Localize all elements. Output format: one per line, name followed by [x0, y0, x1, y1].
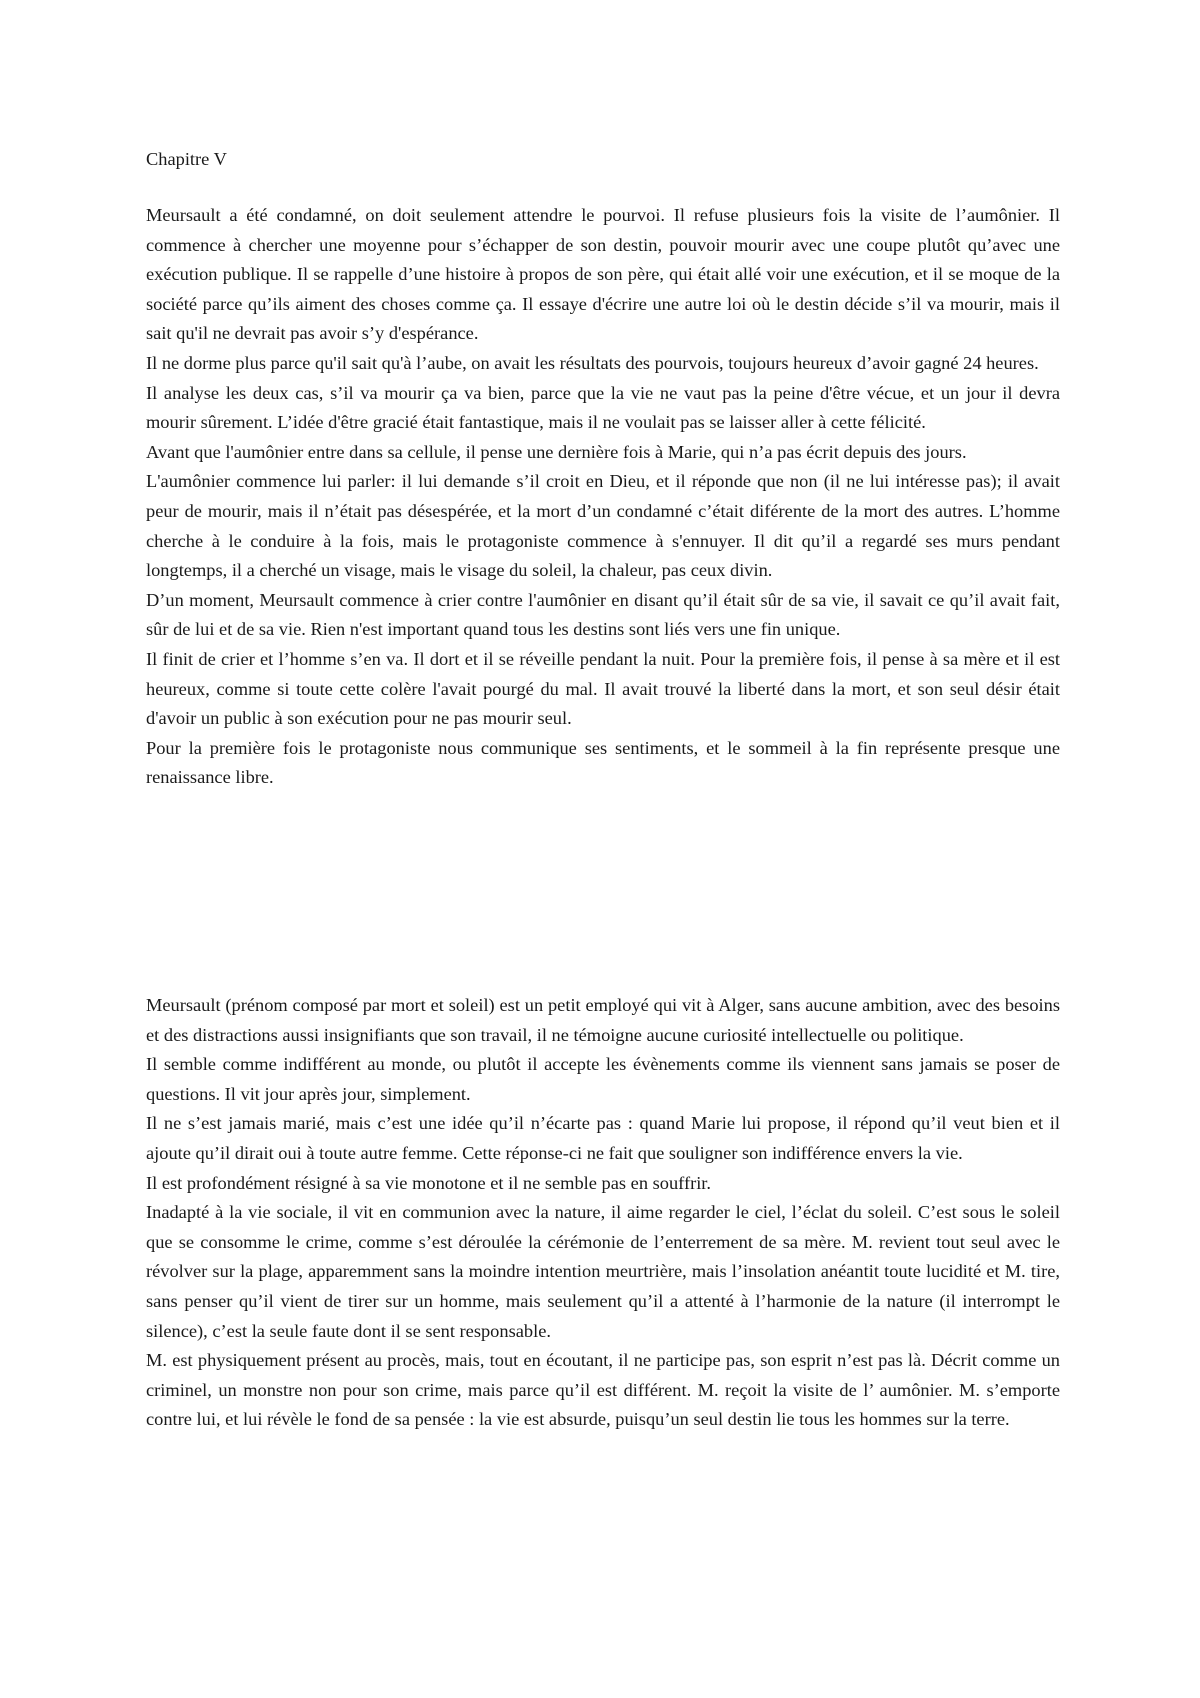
- chapter-summary-section: [146, 201, 1060, 793]
- paragraph: Avant que l'aumônier entre dans sa cellule, il pense une dernière fois à Marie, qui n’a pas écrit depuis des jours.: [146, 441, 967, 462]
- paragraph: D’un moment, Meursault commence à crier contre l'aumônier en disant qu’il était sûr de sa vie, il savait ce qu’il avait fait, sûr de lui et de sa vie. Rien n'est important quand tous les destins sont liés vers une fin unique.: [146, 589, 1060, 640]
- paragraph: Il semble comme indifférent au monde, ou plutôt il accepte les évènements comme ils viennent sans jamais se poser de questions. Il vit jour après jour, simplement.: [146, 1054, 1060, 1104]
- paragraph: L'aumônier commence lui parler: il lui demande s’il croit en Dieu, et il réponde que non (il ne lui intéresse pas); il avait peur de mourir, mais il n’était pas désespérée, et la mort d’un condamné c’était diférente de la mort des autres. L’homme cherche à le conduire à la fois, mais le protagoniste commence à s'ennuyer. Il dit qu’il a regardé ses murs pendant longtemps, il a cherché un visage, mais le visage du soleil, la chaleur, pas ceux divin.: [146, 471, 1060, 581]
- paragraph: Il est profondément résigné à sa vie monotone et il ne semble pas en souffrir.: [146, 1172, 712, 1193]
- paragraph: Il analyse les deux cas, s’il va mourir ça va bien, parce que la vie ne vaut pas la peine d'être vécue, et un jour il devra mourir sûrement. L’idée d'être gracié était fantastique, mais il ne voulait pas se laisser aller à cette félicité.: [146, 382, 1060, 433]
- paragraph: Il ne s’est jamais marié, mais c’est une idée qu’il n’écarte pas : quand Marie lui propose, il répond qu’il veut bien et il ajoute qu’il dirait oui à toute autre femme. Cette réponse-ci ne fait que souligner son indifférence envers la vie.: [146, 1113, 1060, 1163]
- character-analysis-section: [146, 991, 1060, 1435]
- paragraph: Il ne dorme plus parce qu'il sait qu'à l’aube, on avait les résultats des pourvois, toujours heureux d’avoir gagné 24 heures.: [146, 352, 1039, 373]
- paragraph: Il finit de crier et l’homme s’en va. Il dort et il se réveille pendant la nuit. Pour la première fois, il pense à sa mère et il est heureux, comme si toute cette colère l'avait pourgé du mal. Il avait trouvé la liberté dans la mort, et son seul désir était d'avoir un public à son exécution pour ne pas mourir seul.: [146, 648, 1060, 729]
- chapter-title: Chapitre V: [146, 149, 227, 169]
- paragraph: Pour la première fois le protagoniste nous communique ses sentiments, et le sommeil à la fin représente presque une renaissance libre.: [146, 737, 1060, 788]
- paragraph: M. est physiquement présent au procès, mais, tout en écoutant, il ne participe pas, son esprit n’est pas là. Décrit comme un criminel, un monstre non pour son crime, mais parce qu’il est différent. M. reçoit la visite de l’ aumônier. M. s’emporte contre lui, et lui révèle le fond de sa pensée : la vie est absurde, puisqu’un seul destin lie tous les hommes sur la terre.: [146, 1350, 1060, 1430]
- paragraph: Meursault a été condamné, on doit seulement attendre le pourvoi. Il refuse plusieurs fois la visite de l’aumônier. Il commence à chercher une moyenne pour s’échapper de son destin, pouvoir mourir avec une coupe plutôt qu’avec une exécution publique. Il se rappelle d’une histoire à propos de son père, qui était allé voir une exécution, et il se moque de la société parce qu’ils aiment des choses comme ça. Il essaye d'écrire une autre loi où le destin décide s’il va mourir, mais il sait qu'il ne devrait pas avoir s’y d'espérance.: [146, 205, 1060, 344]
- paragraph: Meursault (prénom composé par mort et soleil) est un petit employé qui vit à Alger, sans aucune ambition, avec des besoins et des distractions aussi insignifiants que son travail, il ne témoigne aucune curiosité intellectuelle ou politique.: [146, 995, 1060, 1045]
- paragraph: Inadapté à la vie sociale, il vit en communion avec la nature, il aime regarder le ciel, l’éclat du soleil. C’est sous le soleil que se consomme le crime, comme s’est déroulée la cérémonie de l’enterrement de sa mère. M. revient tout seul avec le révolver sur la plage, apparemment sans la moindre intention meurtrière, mais l’insolation anéantit toute lucidité et M. tire, sans penser qu’il vient de tirer sur un homme, mais seulement qu’il a attenté à l’harmonie de la nature (il interrompt le silence), c’est la seule faute dont il se sent responsable.: [146, 1202, 1060, 1341]
